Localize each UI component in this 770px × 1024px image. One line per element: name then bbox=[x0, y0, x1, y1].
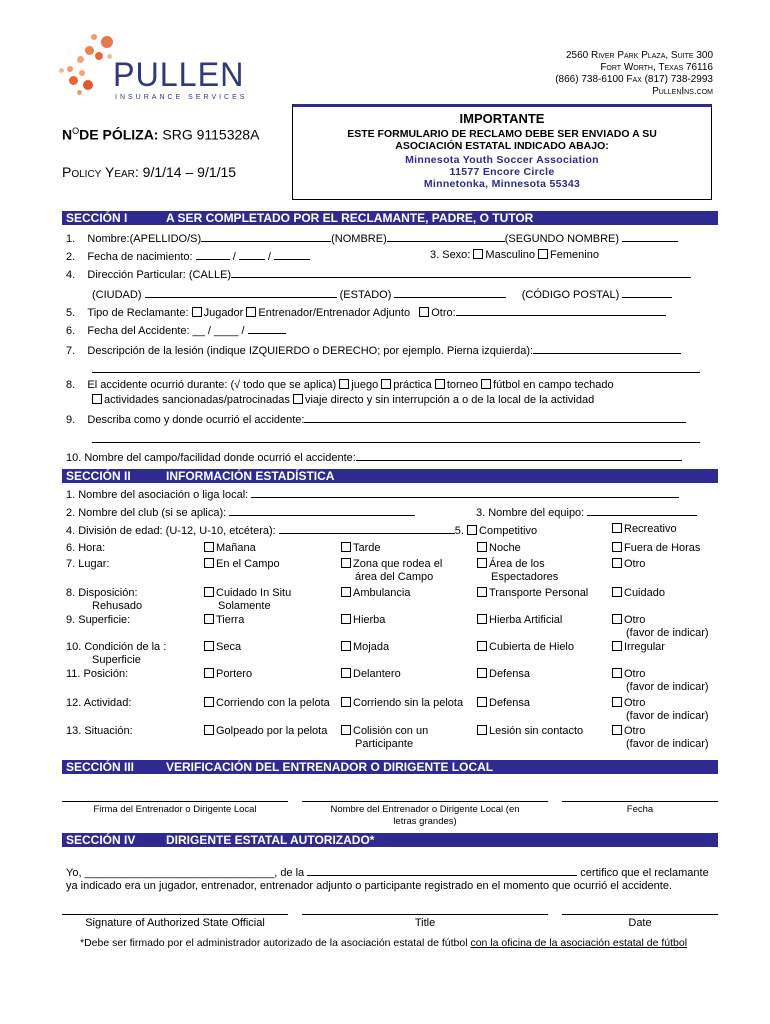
birth-day-field[interactable] bbox=[239, 249, 265, 260]
club-field[interactable] bbox=[229, 505, 415, 516]
lugar-label: 7. Lugar: bbox=[66, 558, 110, 570]
recreational-checkbox[interactable] bbox=[612, 523, 622, 533]
injury-field[interactable] bbox=[533, 343, 681, 354]
game-checkbox[interactable] bbox=[339, 379, 349, 389]
delantero-option: Delantero bbox=[341, 668, 401, 680]
important-box: IMPORTANTE ESTE FORMULARIO DE RECLAMO DEBE SER ENVIADO A SU ASOCIACIÓN ESTATAL INDICADO ABAJO: Minnesota Youth Soccer Association 11577 Encore Circle Minnetonka, Minnesota 55343 bbox=[292, 104, 712, 200]
coach-name-label: Nombre del Entrenador o Dirigente Local (en letras grandes) bbox=[330, 804, 520, 827]
q7-injury: 7. Descripción de la lesión (indique IZQUIERDO o DERECHO; por ejemplo. Pierna izquierda): bbox=[66, 343, 681, 357]
manana-checkbox[interactable] bbox=[204, 542, 214, 552]
q6-accident-date: 6. Fecha del Accidente: __ / ____ / bbox=[66, 323, 286, 337]
superficie-otro-checkbox[interactable] bbox=[612, 614, 622, 624]
lugar-otro-option: Otro bbox=[612, 558, 645, 570]
q3-sex: 3. Sexo: Masculino Femenino bbox=[430, 249, 599, 261]
section-3-header: SECCIÓN III VERIFICACIÓN DEL ENTRENADOR O DIRIGENTE LOCAL bbox=[62, 760, 718, 774]
official-date-line[interactable] bbox=[562, 914, 718, 915]
coach-signature-label: Firma del Entrenador o Dirigente Local bbox=[93, 804, 257, 815]
birth-month-field[interactable] bbox=[196, 249, 230, 260]
cuidado-option: Cuidado bbox=[612, 587, 665, 599]
q8-during: 8. El accidente ocurrió durante: (√ todo que se aplica) juego práctica torneo fútbol en campo techado bbox=[66, 379, 614, 391]
association-name: Minnesota Youth Soccer Association bbox=[405, 154, 599, 166]
other-claimant-field[interactable] bbox=[456, 305, 666, 316]
company-logo bbox=[55, 30, 248, 105]
disposicion-label: 8. Disposición: Rehusado bbox=[66, 587, 143, 612]
certification-line-2: ya indicado era un jugador, entrenador, entrenador adjunto o participante registrado en el momento que ocurrió el accidente. bbox=[66, 880, 673, 892]
ambulancia-checkbox[interactable] bbox=[341, 587, 351, 597]
policy-year: Policy Year: 9/1/14 – 9/1/15 bbox=[62, 164, 237, 180]
irregular-checkbox[interactable] bbox=[612, 641, 622, 651]
footnote: *Debe ser firmado por el administrador autorizado de la asociación estatal de fútbol con la oficina de la asociación estatal de fútbol bbox=[80, 937, 688, 949]
address-city-row: (CIUDAD) (ESTADO) (CÓDIGO POSTAL) bbox=[92, 287, 672, 301]
last-name-field[interactable] bbox=[201, 231, 331, 242]
official-signature-line[interactable] bbox=[62, 914, 288, 915]
tierra-checkbox[interactable] bbox=[204, 614, 214, 624]
coach-name-line[interactable] bbox=[302, 801, 548, 802]
mojada-checkbox[interactable] bbox=[341, 641, 351, 651]
state-field[interactable] bbox=[394, 287, 506, 298]
seca-checkbox[interactable] bbox=[204, 641, 214, 651]
noche-option: Noche bbox=[477, 542, 521, 554]
q8-during-row2: actividades sancionadas/patrocinadas viaje directo y sin interrupción a o de la local de la actividad bbox=[92, 394, 594, 406]
posicion-otro-option: Otro (favor de indicar) bbox=[612, 668, 709, 694]
fuera-option: Fuera de Horas bbox=[612, 542, 700, 554]
posicion-otro-checkbox[interactable] bbox=[612, 668, 622, 678]
transporte-option: Transporte Personal bbox=[477, 587, 588, 599]
transporte-checkbox[interactable] bbox=[477, 587, 487, 597]
age-division-field[interactable] bbox=[279, 523, 455, 534]
first-name-field[interactable] bbox=[387, 231, 505, 242]
cuidado-situ-option: Cuidado In Situ Solamente bbox=[204, 587, 291, 613]
female-checkbox[interactable] bbox=[538, 249, 548, 259]
injury-line-2[interactable] bbox=[92, 372, 700, 373]
hierba-checkbox[interactable] bbox=[341, 614, 351, 624]
colision-option: Colisión con un Participante bbox=[341, 725, 428, 751]
condicion-label: 10. Condición de la : Superficie bbox=[66, 641, 167, 666]
zip-field[interactable] bbox=[622, 287, 672, 298]
official-date-label: Date bbox=[628, 917, 652, 929]
ambulancia-option: Ambulancia bbox=[341, 587, 410, 599]
irregular-option: Irregular bbox=[612, 641, 665, 653]
official-title-line[interactable] bbox=[302, 914, 548, 915]
s2-r4: 4. División de edad: (U-12, U-10, etcétera): 5. Competitivo bbox=[66, 525, 538, 537]
hierba-option: Hierba bbox=[341, 614, 385, 626]
coach-signature-line[interactable] bbox=[62, 801, 288, 802]
s2-r2: 2. Nombre del club (si se aplica): bbox=[66, 505, 415, 519]
tournament-checkbox[interactable] bbox=[435, 379, 445, 389]
q9-description: 9. Describa como y donde ocurrió el accidente: bbox=[66, 412, 686, 426]
sanctioned-checkbox[interactable] bbox=[92, 394, 102, 404]
coach-date-line[interactable] bbox=[562, 801, 718, 802]
superficie-otro-option: Otro (favor de indicar) bbox=[612, 614, 709, 640]
other-claimant-checkbox[interactable] bbox=[419, 307, 429, 317]
q4-address: 4. Dirección Particular: (CALLE) bbox=[66, 267, 691, 281]
birth-year-field[interactable] bbox=[274, 249, 310, 260]
company-address: 2560 River Park Plaza, Suite 300 Fort Worth, Texas 76116 (866) 738-6100 Fax (817) 738-2993 PullenIns.com bbox=[555, 50, 713, 97]
sin-contacto-option: Lesión sin contacto bbox=[477, 725, 583, 737]
noche-checkbox[interactable] bbox=[477, 542, 487, 552]
coach-checkbox[interactable] bbox=[246, 307, 256, 317]
zona-option: Zona que rodea el área del Campo bbox=[341, 558, 442, 584]
recreational-option: Recreativo bbox=[612, 523, 677, 535]
fuera-checkbox[interactable] bbox=[612, 542, 622, 552]
middle-name-field[interactable] bbox=[622, 231, 678, 242]
association-street: 11577 Encore Circle bbox=[449, 166, 555, 178]
seca-option: Seca bbox=[204, 641, 241, 653]
accident-year-field[interactable] bbox=[248, 323, 286, 334]
espectadores-checkbox[interactable] bbox=[477, 558, 487, 568]
golpeado-option: Golpeado por la pelota bbox=[204, 725, 327, 737]
cuidado-situ-checkbox[interactable] bbox=[204, 587, 214, 597]
s2-r3: 3. Nombre del equipo: bbox=[476, 505, 697, 519]
situacion-label: 13. Situación: bbox=[66, 725, 133, 737]
section-4-header: SECCIÓN IV DIRIGENTE ESTATAL AUTORIZADO* bbox=[62, 833, 718, 847]
practice-checkbox[interactable] bbox=[381, 379, 391, 389]
sin-contacto-checkbox[interactable] bbox=[477, 725, 487, 735]
street-field[interactable] bbox=[231, 267, 691, 278]
manana-option: Mañana bbox=[204, 542, 256, 554]
zona-checkbox[interactable] bbox=[341, 558, 351, 568]
competitive-checkbox[interactable] bbox=[467, 525, 477, 535]
espectadores-option: Área de los Espectadores bbox=[477, 558, 558, 584]
colision-checkbox[interactable] bbox=[341, 725, 351, 735]
travel-checkbox[interactable] bbox=[293, 394, 303, 404]
city-field[interactable] bbox=[145, 287, 337, 298]
tarde-option: Tarde bbox=[341, 542, 381, 554]
league-field[interactable] bbox=[251, 487, 679, 498]
corriendo-sin-option: Corriendo sin la pelota bbox=[341, 697, 463, 709]
description-line-2[interactable] bbox=[92, 442, 700, 443]
posicion-label: 11. Posición: bbox=[66, 668, 129, 680]
logo-subtitle: INSURANCE SERVICES bbox=[115, 94, 248, 101]
corriendo-con-checkbox[interactable] bbox=[204, 697, 214, 707]
q5-claimant-type: 5. Tipo de Reclamante: Jugador Entrenador/Entrenador Adjunto Otro: bbox=[66, 305, 666, 319]
superficie-label: 9. Superficie: bbox=[66, 614, 131, 626]
q1-name: 1. Nombre:(APELLIDO/S) (NOMBRE) (SEGUNDO NOMBRE) bbox=[66, 231, 678, 245]
policy-number: $N^ODE$ PÓLIZA: SRG 9115328A bbox=[62, 126, 260, 143]
cuidado-checkbox[interactable] bbox=[612, 587, 622, 597]
association-field[interactable] bbox=[307, 865, 577, 876]
indoor-checkbox[interactable] bbox=[481, 379, 491, 389]
tarde-checkbox[interactable] bbox=[341, 542, 351, 552]
hielo-checkbox[interactable] bbox=[477, 641, 487, 651]
actividad-label: 12. Actividad: bbox=[66, 697, 132, 709]
official-signature-label: Signature of Authorized State Official bbox=[85, 917, 265, 929]
certification-line-1: Yo, _______________________________, de la certifico que el reclamante bbox=[66, 867, 709, 879]
section-1-header: SECCIÓN I A SER COMPLETADO POR EL RECLAMANTE, PADRE, O TUTOR bbox=[62, 211, 718, 225]
field-name-input[interactable] bbox=[356, 450, 682, 461]
en-campo-option: En el Campo bbox=[204, 558, 280, 570]
coach-date-label: Fecha bbox=[626, 804, 654, 815]
portero-checkbox[interactable] bbox=[204, 668, 214, 678]
important-title: IMPORTANTE bbox=[459, 111, 545, 126]
hierba-artificial-checkbox[interactable] bbox=[477, 614, 487, 624]
hora-label: 6. Hora: bbox=[66, 542, 106, 554]
section-2-header: SECCIÓN II INFORMACIÓN ESTADÍSTICA bbox=[62, 469, 718, 483]
situacion-otro-option: Otro (favor de indicar) bbox=[612, 725, 709, 751]
defensa-option: Defensa bbox=[477, 668, 530, 680]
association-city: Minnetonka, Minnesota 55343 bbox=[423, 178, 581, 190]
tierra-option: Tierra bbox=[204, 614, 244, 626]
actividad-defensa-option: Defensa bbox=[477, 697, 530, 709]
description-field[interactable] bbox=[304, 412, 686, 423]
hielo-option: Cubierta de Hielo bbox=[477, 641, 574, 653]
en-campo-checkbox[interactable] bbox=[204, 558, 214, 568]
corriendo-con-option: Corriendo con la pelota bbox=[204, 697, 330, 709]
logo-wordmark: PULLEN bbox=[113, 56, 245, 94]
player-checkbox[interactable] bbox=[192, 307, 202, 317]
corriendo-sin-checkbox[interactable] bbox=[341, 697, 351, 707]
actividad-defensa-checkbox[interactable] bbox=[477, 697, 487, 707]
delantero-checkbox[interactable] bbox=[341, 668, 351, 678]
q2-birthdate: 2. Fecha de nacimiento: / / bbox=[66, 249, 310, 263]
s2-r1: 1. Nombre del asociación o liga local: bbox=[66, 487, 679, 501]
hierba-artificial-option: Hierba Artificial bbox=[477, 614, 562, 626]
defensa-checkbox[interactable] bbox=[477, 668, 487, 678]
male-checkbox[interactable] bbox=[473, 249, 483, 259]
actividad-otro-option: Otro (favor de indicar) bbox=[612, 697, 709, 723]
q10-field-name: 10. Nombre del campo/facilidad donde ocurrió el accidente: bbox=[66, 450, 682, 464]
golpeado-checkbox[interactable] bbox=[204, 725, 214, 735]
official-title-label: Title bbox=[414, 917, 436, 929]
team-field[interactable] bbox=[587, 505, 697, 516]
portero-option: Portero bbox=[204, 668, 252, 680]
actividad-otro-checkbox[interactable] bbox=[612, 697, 622, 707]
mojada-option: Mojada bbox=[341, 641, 389, 653]
lugar-otro-checkbox[interactable] bbox=[612, 558, 622, 568]
situacion-otro-checkbox[interactable] bbox=[612, 725, 622, 735]
